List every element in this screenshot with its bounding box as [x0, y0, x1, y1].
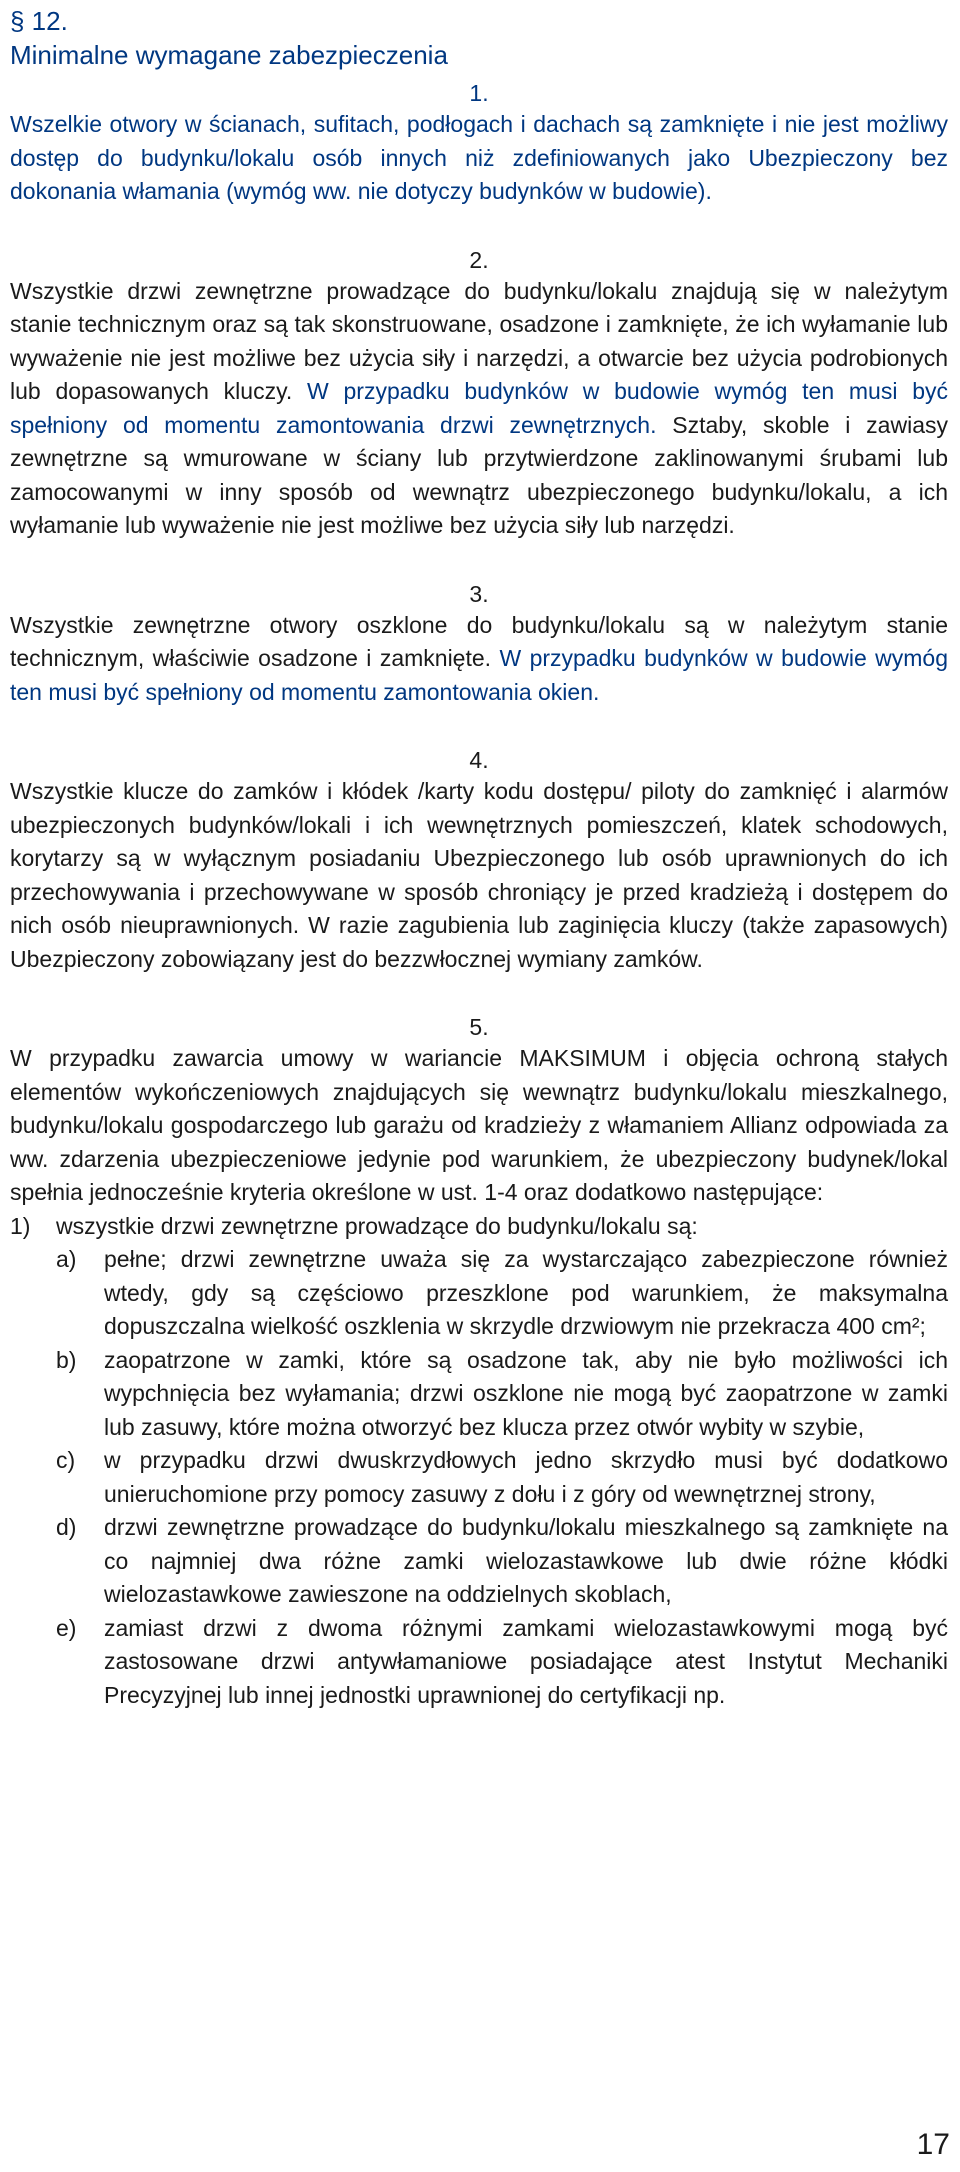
sublist-item-text: pełne; drzwi zewnętrzne uważa się za wystarczająco zabezpieczone również wtedy, gdy są częściowo przeszklone pod warunkiem, że maksymalna dopuszczalna wielkość oszklenia w skrzydle drzwiowym nie przekracza 400 cm²;	[104, 1246, 948, 1339]
paragraph-number-2: 2.	[469, 246, 489, 273]
sublist-item-text: drzwi zewnętrzne prowadzące do budynku/lokalu mieszkalnego są zamknięte na co najmniej dwa różne zamki wielozastawkowe lub dwie różne kłódki wielozastawkowe zawieszone na oddzielnych skoblach,	[104, 1514, 948, 1607]
paragraph-5: W przypadku zawarcia umowy w wariancie MAKSIMUM i objęcia ochroną stałych elementów wykończeniowych znajdujących się wewnątrz budynku/lokalu mieszkalnego, budynku/lokalu gospodarczego lub garażu od kradzieży z włamaniem Allianz odpowiada za ww. zdarzenia ubezpieczeniowe jedynie pod warunkiem, że ubezpieczony budynek/lokal spełnia jednocześnie kryteria określone w ust. 1-4 oraz dodatkowo następujące:	[10, 1045, 948, 1205]
paragraph-1-text: Wszelkie otwory w ścianach, sufitach, podłogach i dachach są zamknięte i nie jest możliwy dostęp do budynku/lokalu osób innych niż zdefiniowanych jako Ubezpieczony bez dokonania włamania (wymóg ww. nie dotyczy budynków w budowie).	[10, 111, 948, 204]
section-title: Minimalne wymagane zabezpieczenia	[10, 40, 448, 70]
paragraph-2-text-b: W przypadku budynków w budowie wymóg ten musi być spełniony od momentu zamontowania drzwi zewnętrznych.	[10, 378, 948, 438]
paragraph-3-text-b: W przypadku budynków w budowie wymóg ten musi być spełniony od momentu zamontowania okien.	[10, 645, 949, 705]
paragraph-3	[10, 609, 948, 710]
sublist-item-marker: e)	[56, 1614, 77, 1641]
paragraph-2	[10, 275, 948, 543]
requirements-list	[10, 1210, 948, 1244]
sublist-item-text: w przypadku drzwi dwuskrzydłowych jedno skrzydło musi być dodatkowo unieruchomione przy pomocy zasuwy z dołu i z góry od wewnętrznej strony,	[104, 1447, 948, 1507]
list-item-marker: 1)	[10, 1212, 31, 1239]
list-item	[10, 1210, 948, 1244]
paragraph-number-4: 4.	[469, 747, 489, 773]
paragraph-number-3: 3.	[469, 580, 489, 607]
sublist-item-marker: a)	[56, 1246, 77, 1272]
sublist-item-marker: c)	[56, 1447, 76, 1473]
sublist-item	[56, 1612, 948, 1713]
sublist-item-text: zamiast drzwi z dwoma różnymi zamkami wielozastawkowymi mogą być zastosowane drzwi antywłamaniowe posiadające atest Instytut Mechaniki Precyzyjnej lub innej jednostki uprawnionej do certyfikacji np.	[104, 1614, 948, 1708]
sublist-item-marker: d)	[56, 1514, 77, 1540]
paragraph-3-text-a: Wszystkie zewnętrzne otwory oszklone do budynku/lokalu są w należytym stanie technicznym, właściwie osadzone i zamknięte.	[10, 611, 948, 671]
sublist-item-text: zaopatrzone w zamki, które są osadzone tak, aby nie było możliwości ich wypchnięcia bez wyłamania; drzwi oszklone nie mogą być zaopatrzone w zamki lub zasuwy, które można otworzyć bez klucza przez otwór wybity w szybie,	[104, 1346, 948, 1440]
list-item-text: wszystkie drzwi zewnętrzne prowadzące do budynku/lokalu są:	[56, 1212, 698, 1239]
section-number: § 12.	[10, 6, 68, 36]
document-page	[0, 4, 960, 2172]
paragraph-number-5: 5.	[469, 1014, 489, 1040]
paragraph-number-1: 1.	[469, 80, 489, 106]
doors-requirements-sublist	[56, 1243, 948, 1712]
sublist-item	[56, 1243, 948, 1344]
sublist-item	[56, 1444, 948, 1511]
paragraph-4: Wszystkie klucze do zamków i kłódek /karty kodu dostępu/ piloty do zamknięć i alarmów ubezpieczonych budynków/lokali i ich wewnętrznych pomieszczeń, klatek schodowych, korytarzy są w wyłącznym posiadaniu Ubezpieczonego lub osób uprawnionych do ich przechowywania i przechowywane w sposób chroniący je przed kradzieżą i dostępem do nich osób nieuprawnionych. W razie zagubienia lub zaginięcia kluczy (także zapasowych) Ubezpieczony zobowiązany jest do bezzwłocznej wymiany zamków.	[10, 778, 948, 972]
sublist-item-marker: b)	[56, 1346, 77, 1373]
sublist-item	[56, 1344, 948, 1445]
page-number: 17	[916, 2128, 950, 2161]
sublist-item	[56, 1511, 948, 1612]
paragraph-2-text-a: Wszystkie drzwi zewnętrzne prowadzące do budynku/lokalu znajdują się w należytym stanie technicznym oraz są tak skonstruowane, osadzone i zamknięte, że ich wyłamanie lub wyważenie nie jest możliwe bez użycia siły i narzędzi, a otwarcie bez użycia podrobionych lub dopasowanych kluczy.	[10, 277, 948, 404]
paragraph-1	[10, 108, 948, 209]
paragraph-2-text-c: Sztaby, skoble i zawiasy zewnętrzne są wmurowane w ściany lub przytwierdzone zaklinowanymi śrubami lub zamocowanymi w inny sposób od wewnątrz ubezpieczonego budynku/lokalu, a ich wyłamanie lub wyważenie nie jest możliwe bez użycia siły lub narzędzi.	[10, 411, 948, 538]
